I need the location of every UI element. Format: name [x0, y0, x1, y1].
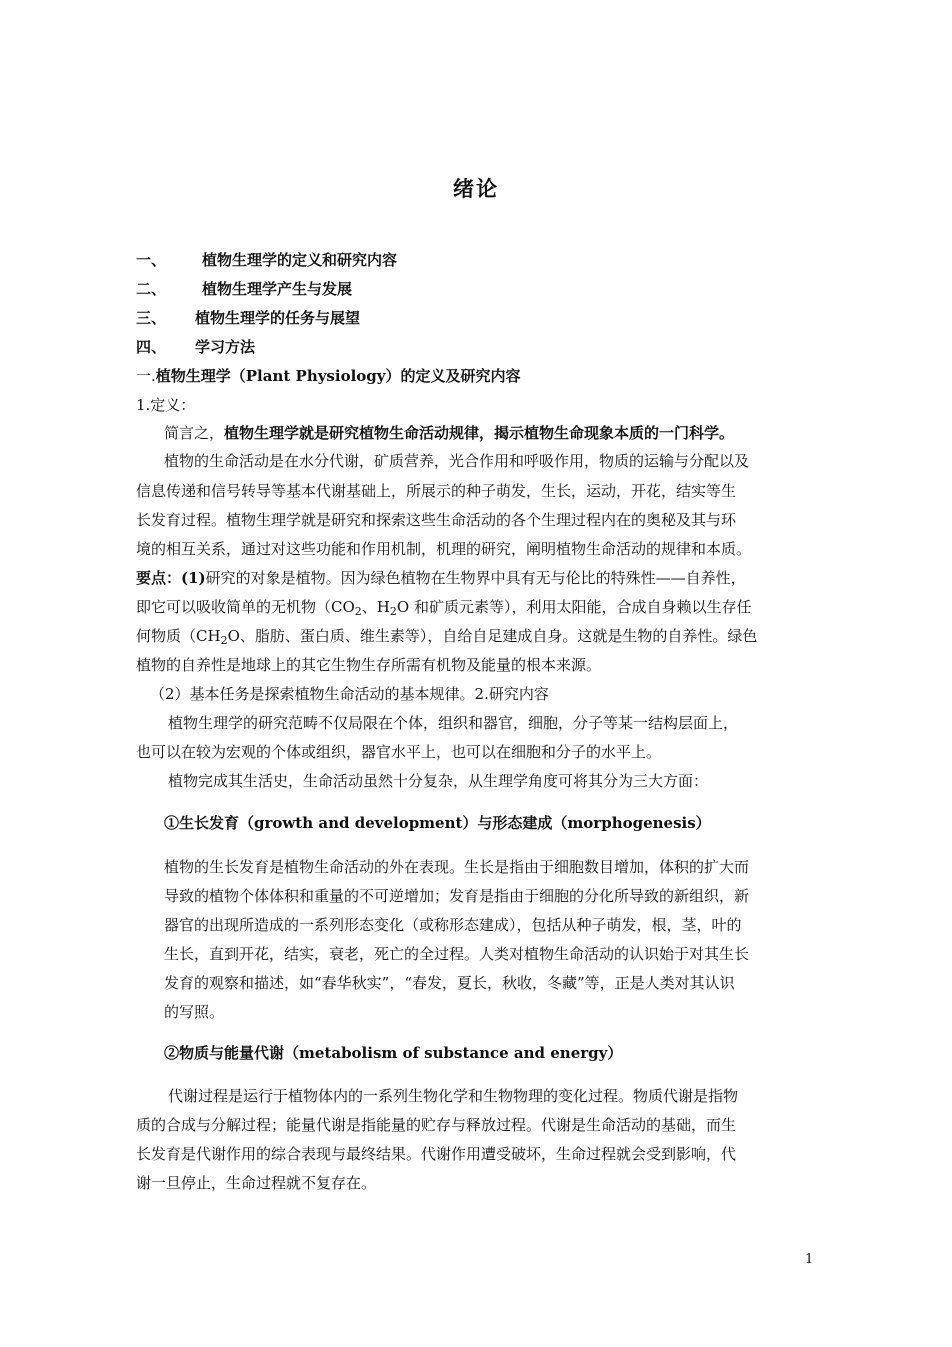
toc-text: 植物生理学的任务与展望: [195, 309, 361, 327]
aspect2-line: 代谢过程是运行于植物体内的一系列生物化学和生物物理的变化过程。物质代谢是指物: [168, 1087, 739, 1105]
aspect1-line: 发育的观察和描述，如“春华秋实”，“春发，夏长，秋收，冬藏”等，正是人类对其认识: [164, 974, 735, 992]
definition-label: 1.定义：: [136, 396, 196, 414]
paragraph-line: 也可以在较为宏观的个体或组织，器官水平上，也可以在细胞和分子的水平上。: [136, 743, 662, 761]
toc-text: 植物生理学的定义和研究内容: [202, 251, 398, 269]
aspect2-line: 质的合成与分解过程；能量代谢是指能量的贮存与释放过程。代谢是生命活动的基础，而生: [136, 1116, 737, 1134]
toc-number: 四、: [136, 338, 167, 356]
aspect1-line: 的写照。: [164, 1003, 225, 1021]
section-heading: [136, 366, 521, 386]
paragraph-line: 信息传递和信号转导等基本代谢基础上，所展示的种子萌发，生长，运动，开花，结实等生: [136, 482, 737, 500]
keypoints-text: 即它可以吸收简单的无机物（CO: [136, 598, 355, 616]
aspect1-heading: ①生长发育（growth and development）与形态建成（morphogenesis）: [164, 814, 711, 832]
keypoints-text: 研究的对象是植物。因为绿色植物在生物界中具有无与伦比的特殊性——自养性，: [205, 569, 746, 587]
paragraph-line: 植物的生命活动是在水分代谢，矿质营养，光合作用和呼吸作用，物质的运输与分配以及: [164, 452, 750, 470]
keypoints-line-4: 植物的自养性是地球上的其它生物生存所需有机物及能量的根本来源。: [136, 656, 602, 674]
keypoints-label: 要点：(1): [136, 569, 206, 587]
keypoints-line-3: [136, 626, 757, 651]
subscript: 2: [220, 634, 228, 647]
keypoints-text: O、脂肪、蛋白质、维生素等），自给自足建成自身。这就是生物的自养性。绿色: [227, 627, 758, 645]
definition-summary: [164, 423, 734, 443]
aspect1-line: 器官的出现所造成的一系列形态变化（或称形态建成），包括从种子萌发，根，茎，叶的: [164, 916, 742, 934]
keypoints-text: 何物质（CH: [136, 627, 221, 645]
toc-item-2: [136, 279, 352, 299]
toc-item-4: [136, 337, 255, 357]
aspect1-line: 生长，直到开花，结实，衰老，死亡的全过程。人类对植物生命活动的认识始于对其生长: [164, 945, 750, 963]
aspect2-line: 谢一旦停止，生命过程就不复存在。: [136, 1174, 377, 1192]
keypoints-text: 、H: [361, 598, 390, 616]
toc-number: 一、: [136, 251, 167, 269]
subscript: 2: [354, 605, 362, 618]
aspect1-line: 植物的生长发育是植物生命活动的外在表现。生长是指由于细胞数目增加，体积的扩大而: [164, 858, 750, 876]
toc-text: 植物生理学产生与发展: [202, 280, 353, 298]
page-number: 1: [805, 1252, 814, 1267]
summary-bold: 植物生理学就是研究植物生命活动规律，揭示植物生命现象本质的一门科学。: [224, 424, 735, 442]
subscript: 2: [389, 605, 397, 618]
paragraph-line: 植物生理学的研究范畴不仅局限在个体，组织和器官，细胞，分子等某一结构层面上，: [168, 714, 739, 732]
aspect1-line: 导致的植物个体体积和重量的不可逆增加；发育是指由于细胞的分化所导致的新组织，新: [164, 887, 750, 905]
aspect2-heading: ②物质与能量代谢（metabolism of substance and energy）: [164, 1044, 623, 1062]
toc-number: 二、: [136, 280, 167, 298]
section-prefix: 一.: [136, 367, 156, 385]
keypoints-text: O 和矿质元素等），利用太阳能，合成自身赖以生存任: [396, 598, 752, 616]
section-heading-text: 植物生理学（Plant Physiology）的定义及研究内容: [155, 367, 521, 385]
paragraph-line: 长发育过程。植物生理学就是研究和探索这些生命活动的各个生理过程内在的奥秘及其与环: [136, 511, 737, 529]
page-title: 绪论: [453, 176, 499, 201]
summary-intro: 简言之，: [164, 424, 225, 442]
toc-item-3: [136, 308, 360, 328]
keypoints-line-1: [136, 568, 746, 588]
aspect2-line: 长发育是代谢作用的综合表现与最终结果。代谢作用遭受破坏，生命过程就会受到影响，代: [136, 1145, 737, 1163]
toc-item-1: [136, 250, 397, 270]
paragraph-line: 境的相互关系，通过对这些功能和作用机制，机理的研究，阐明植物生命活动的规律和本质。: [136, 540, 752, 558]
toc-number: 三、: [136, 309, 167, 327]
toc-text: 学习方法: [195, 338, 256, 356]
paragraph-line: 植物完成其生活史，生命活动虽然十分复杂，从生理学角度可将其分为三大方面：: [168, 772, 709, 790]
keypoints-line-2: [136, 597, 751, 622]
task-line: （2）基本任务是探索植物生命活动的基本规律。2.研究内容: [150, 685, 549, 703]
